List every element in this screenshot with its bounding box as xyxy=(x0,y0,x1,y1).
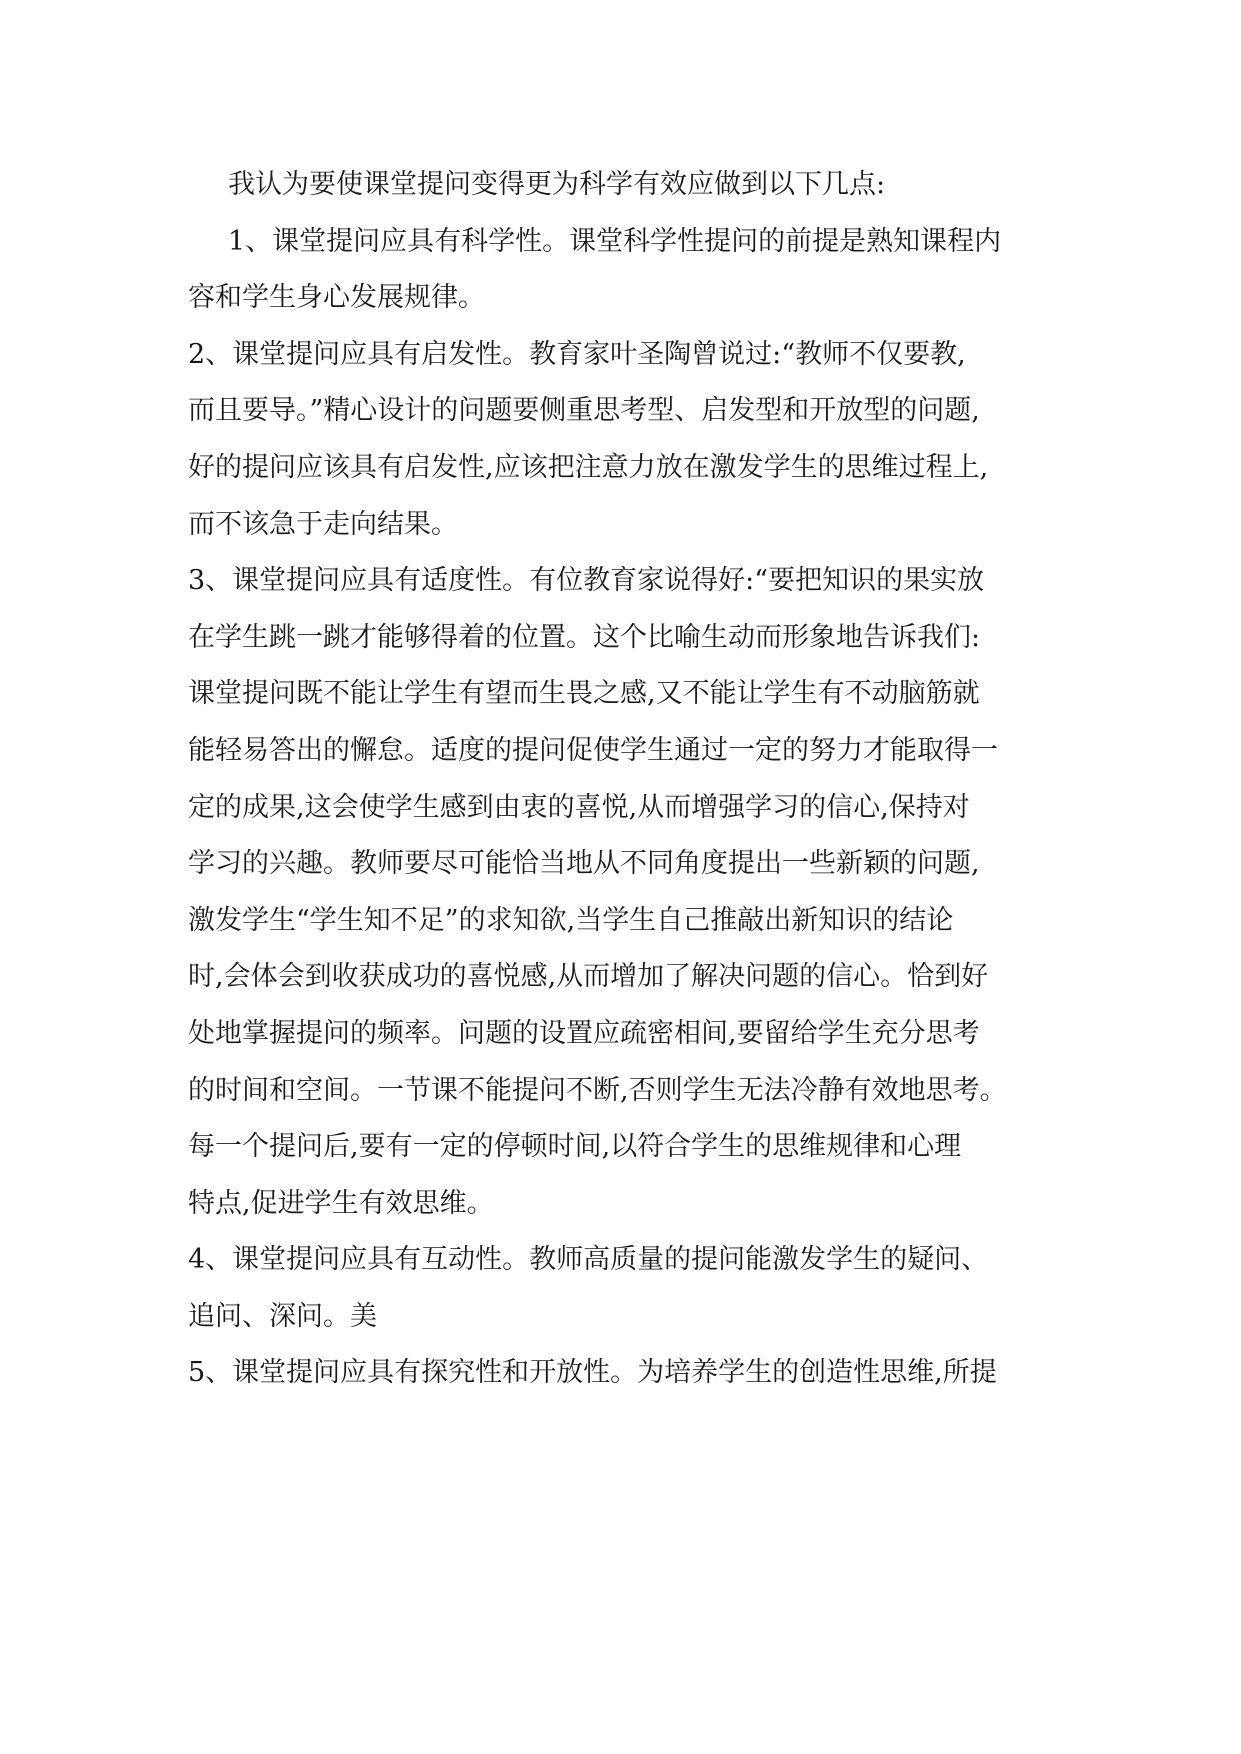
text-line-point-5: 5、课堂提问应具有探究性和开放性。为培养学生的创造性思维,所提 xyxy=(188,1357,997,1389)
text-line: 容和学生身心发展规律。 xyxy=(188,282,485,314)
text-line: 激发学生“学生知不足”的求知欲,当学生自己推敲出新知识的结论 xyxy=(188,904,954,936)
document-body xyxy=(188,157,1068,1402)
text-line: 在学生跳一跳才能够得着的位置。这个比喻生动而形象地告诉我们: xyxy=(188,621,981,653)
text-line: 好的提问应该具有启发性,应该把注意力放在激发学生的思维过程上, xyxy=(188,451,989,483)
text-line: 追问、深问。美 xyxy=(188,1300,377,1332)
text-line: 能轻易答出的懈怠。适度的提问促使学生通过一定的努力才能取得一 xyxy=(188,734,998,766)
text-line: 每一个提问后,要有一定的停顿时间,以符合学生的思维规律和心理 xyxy=(188,1131,962,1163)
text-line-point-2: 2、课堂提问应具有启发性。教育家叶圣陶曾说过:“教师不仅要教, xyxy=(188,338,966,370)
text-line: 而不该急于走向结果。 xyxy=(188,508,458,540)
text-line-point-1: 1、课堂提问应具有科学性。课堂科学性提问的前提是熟知课程内 xyxy=(228,225,1002,257)
text-line: 而且要导。”精心设计的问题要侧重思考型、启发型和开放型的问题, xyxy=(188,395,980,427)
text-line: 学习的兴趣。教师要尽可能恰当地从不同角度提出一些新颖的问题, xyxy=(188,848,980,880)
text-line: 处地掌握提问的频率。问题的设置应疏密相间,要留给学生充分思考 xyxy=(188,1017,980,1049)
text-line: 课堂提问既不能让学生有望而生畏之感,又不能让学生有不动脑筋就 xyxy=(188,678,980,710)
text-line-intro: 我认为要使课堂提问变得更为科学有效应做到以下几点: xyxy=(228,169,886,200)
text-line: 定的成果,这会使学生感到由衷的喜悦,从而增强学习的信心,保持对 xyxy=(188,791,970,823)
text-line: 的时间和空间。一节课不能提问不断,否则学生无法冷静有效地思考。 xyxy=(188,1074,1007,1106)
text-line-point-3: 3、课堂提问应具有适度性。有位教育家说得好:“要把知识的果实放 xyxy=(188,565,985,597)
text-line: 时,会体会到收获成功的喜悦感,从而增加了解决问题的信心。恰到好 xyxy=(188,961,989,993)
text-line: 特点,促进学生有效思维。 xyxy=(188,1187,494,1219)
text-line-point-4: 4、课堂提问应具有互动性。教师高质量的提问能激发学生的疑问、 xyxy=(188,1244,989,1276)
